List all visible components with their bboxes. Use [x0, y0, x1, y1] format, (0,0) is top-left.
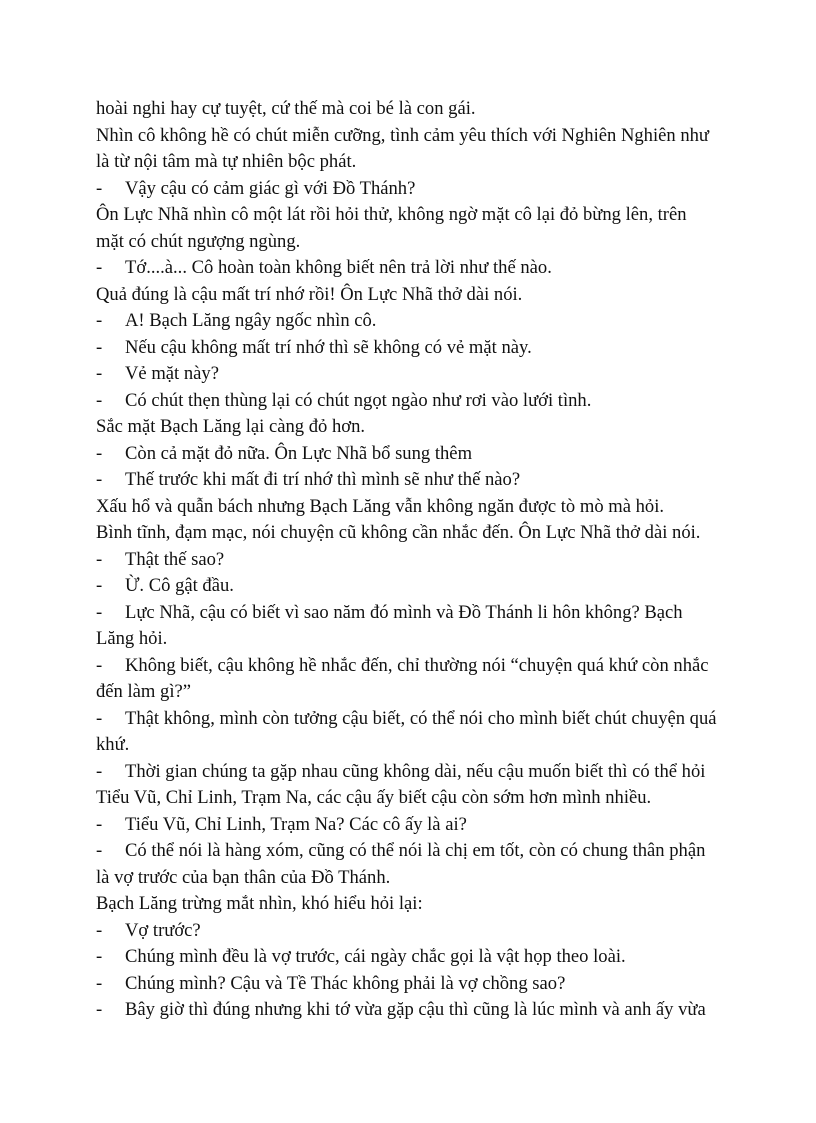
dialogue-dash: -: [96, 999, 103, 1020]
dialogue-text: Thế trước khi mất đi trí nhớ thì mình sẽ như thế nào?: [125, 469, 521, 490]
dialogue-line: [96, 759, 726, 786]
dialogue-line: [96, 573, 726, 600]
dialogue-dash: -: [96, 760, 103, 782]
dialogue-text: Bây giờ thì đúng nhưng khi tớ vừa gặp cậu thì cũng là lúc mình và anh ấy vừa: [125, 999, 706, 1020]
paragraph-text: đến làm gì?”: [96, 681, 191, 702]
dialogue-text: Có chút thẹn thùng lại có chút ngọt ngào như rơi vào lưới tình.: [125, 389, 592, 411]
dialogue-text: Vợ trước?: [125, 919, 201, 941]
dialogue-line: [96, 388, 726, 415]
dialogue-line: [96, 812, 726, 839]
dialogue-dash: -: [96, 840, 103, 861]
paragraph-text: Xấu hổ và quẫn bách nhưng Bạch Lăng vẫn không ngăn được tò mò mà hỏi.: [96, 495, 665, 517]
paragraph-line: [96, 891, 726, 918]
paragraph-line: [96, 229, 726, 256]
dialogue-dash: -: [96, 707, 103, 729]
dialogue-dash: -: [96, 548, 103, 570]
dialogue-text: Có thể nói là hàng xóm, cũng có thể nói là chị em tốt, còn có chung thân phận: [125, 840, 706, 861]
dialogue-dash: -: [96, 575, 103, 596]
paragraph-line: [96, 149, 726, 176]
dialogue-text: Chúng mình đều là vợ trước, cái ngày chắc gọi là vật họp theo loài.: [125, 946, 626, 967]
paragraph-text: Sắc mặt Bạch Lăng lại càng đỏ hơn.: [96, 416, 366, 437]
dialogue-line: [96, 918, 726, 945]
dialogue-dash: -: [96, 946, 103, 967]
paragraph-text: Tiểu Vũ, Chỉ Linh, Trạm Na, các cậu ấy biết cậu còn sớm hơn mình nhiều.: [96, 787, 652, 808]
document-page: [96, 96, 726, 1024]
dialogue-line: [96, 361, 726, 388]
dialogue-dash: -: [96, 310, 103, 331]
paragraph-line: [96, 96, 726, 123]
paragraph-line: [96, 785, 726, 812]
dialogue-line: [96, 838, 726, 865]
dialogue-text: Thời gian chúng ta gặp nhau cũng không dài, nếu cậu muốn biết thì có thể hỏi: [125, 760, 706, 782]
paragraph-line: [96, 679, 726, 706]
dialogue-line: [96, 335, 726, 362]
paragraph-text: hoài nghi hay cự tuyệt, cứ thế mà coi bé là con gái.: [96, 98, 476, 119]
dialogue-text: Vậy cậu có cảm giác gì với Đồ Thánh?: [125, 177, 416, 199]
paragraph-text: Nhìn cô không hề có chút miễn cưỡng, tình cảm yêu thích với Nghiên Nghiên như: [96, 124, 710, 146]
paragraph-text: là vợ trước của bạn thân của Đồ Thánh.: [96, 866, 391, 888]
dialogue-text: Thật không, mình còn tưởng cậu biết, có thể nói cho mình biết chút chuyện quá: [125, 707, 717, 729]
dialogue-line: [96, 467, 726, 494]
dialogue-text: Tớ....à... Cô hoàn toàn không biết nên trả lời như thế nào.: [125, 257, 552, 278]
dialogue-text: Còn cả mặt đỏ nữa. Ôn Lực Nhã bổ sung thêm: [125, 442, 473, 464]
paragraph-line: [96, 865, 726, 892]
dialogue-line: [96, 308, 726, 335]
paragraph-line: [96, 494, 726, 521]
dialogue-line: [96, 944, 726, 971]
paragraph-line: [96, 123, 726, 150]
paragraph-text: Bạch Lăng trừng mắt nhìn, khó hiểu hỏi lại:: [96, 893, 423, 914]
paragraph-text: khứ.: [96, 734, 130, 755]
dialogue-dash: -: [96, 469, 103, 490]
dialogue-dash: -: [96, 177, 103, 199]
dialogue-text: Không biết, cậu không hề nhắc đến, chỉ thường nói “chuyện quá khứ còn nhắc: [125, 654, 709, 676]
dialogue-line: [96, 971, 726, 998]
dialogue-text: Tiểu Vũ, Chỉ Linh, Trạm Na? Các cô ấy là ai?: [125, 813, 467, 835]
dialogue-dash: -: [96, 363, 103, 384]
dialogue-text: Nếu cậu không mất trí nhớ thì sẽ không có vẻ mặt này.: [125, 336, 532, 358]
paragraph-line: [96, 414, 726, 441]
dialogue-text: A! Bạch Lăng ngây ngốc nhìn cô.: [125, 310, 377, 331]
dialogue-text: Thật thế sao?: [125, 548, 225, 570]
dialogue-line: [96, 600, 726, 627]
dialogue-text: Chúng mình? Cậu và Tề Thác không phải là vợ chồng sao?: [125, 972, 566, 994]
paragraph-text: Lăng hỏi.: [96, 628, 168, 649]
dialogue-dash: -: [96, 654, 103, 676]
dialogue-line: [96, 547, 726, 574]
paragraph-line: [96, 520, 726, 547]
dialogue-line: [96, 997, 726, 1024]
dialogue-dash: -: [96, 442, 103, 464]
dialogue-line: [96, 441, 726, 468]
dialogue-dash: -: [96, 257, 103, 278]
dialogue-dash: -: [96, 813, 103, 835]
dialogue-text: Lực Nhã, cậu có biết vì sao năm đó mình và Đồ Thánh li hôn không? Bạch: [125, 601, 683, 623]
dialogue-text: Vẻ mặt này?: [125, 363, 219, 384]
dialogue-dash: -: [96, 972, 103, 994]
dialogue-line: [96, 653, 726, 680]
paragraph-text: là từ nội tâm mà tự nhiên bộc phát.: [96, 151, 357, 172]
dialogue-line: [96, 706, 726, 733]
paragraph-line: [96, 626, 726, 653]
dialogue-line: [96, 176, 726, 203]
dialogue-line: [96, 255, 726, 282]
dialogue-dash: -: [96, 601, 103, 623]
paragraph-text: mặt có chút ngượng ngùng.: [96, 230, 301, 252]
dialogue-text: Ừ. Cô gật đầu.: [125, 575, 234, 596]
paragraph-line: [96, 282, 726, 309]
paragraph-text: Bình tĩnh, đạm mạc, nói chuyện cũ không cần nhắc đến. Ôn Lực Nhã thở dài nói.: [96, 522, 701, 543]
dialogue-dash: -: [96, 919, 103, 941]
paragraph-line: [96, 732, 726, 759]
paragraph-line: [96, 202, 726, 229]
paragraph-text: Ôn Lực Nhã nhìn cô một lát rồi hỏi thử, không ngờ mặt cô lại đỏ bừng lên, trên: [96, 204, 687, 225]
dialogue-dash: -: [96, 389, 103, 411]
paragraph-text: Quả đúng là cậu mất trí nhớ rồi! Ôn Lực Nhã thở dài nói.: [96, 283, 523, 305]
dialogue-dash: -: [96, 336, 103, 358]
